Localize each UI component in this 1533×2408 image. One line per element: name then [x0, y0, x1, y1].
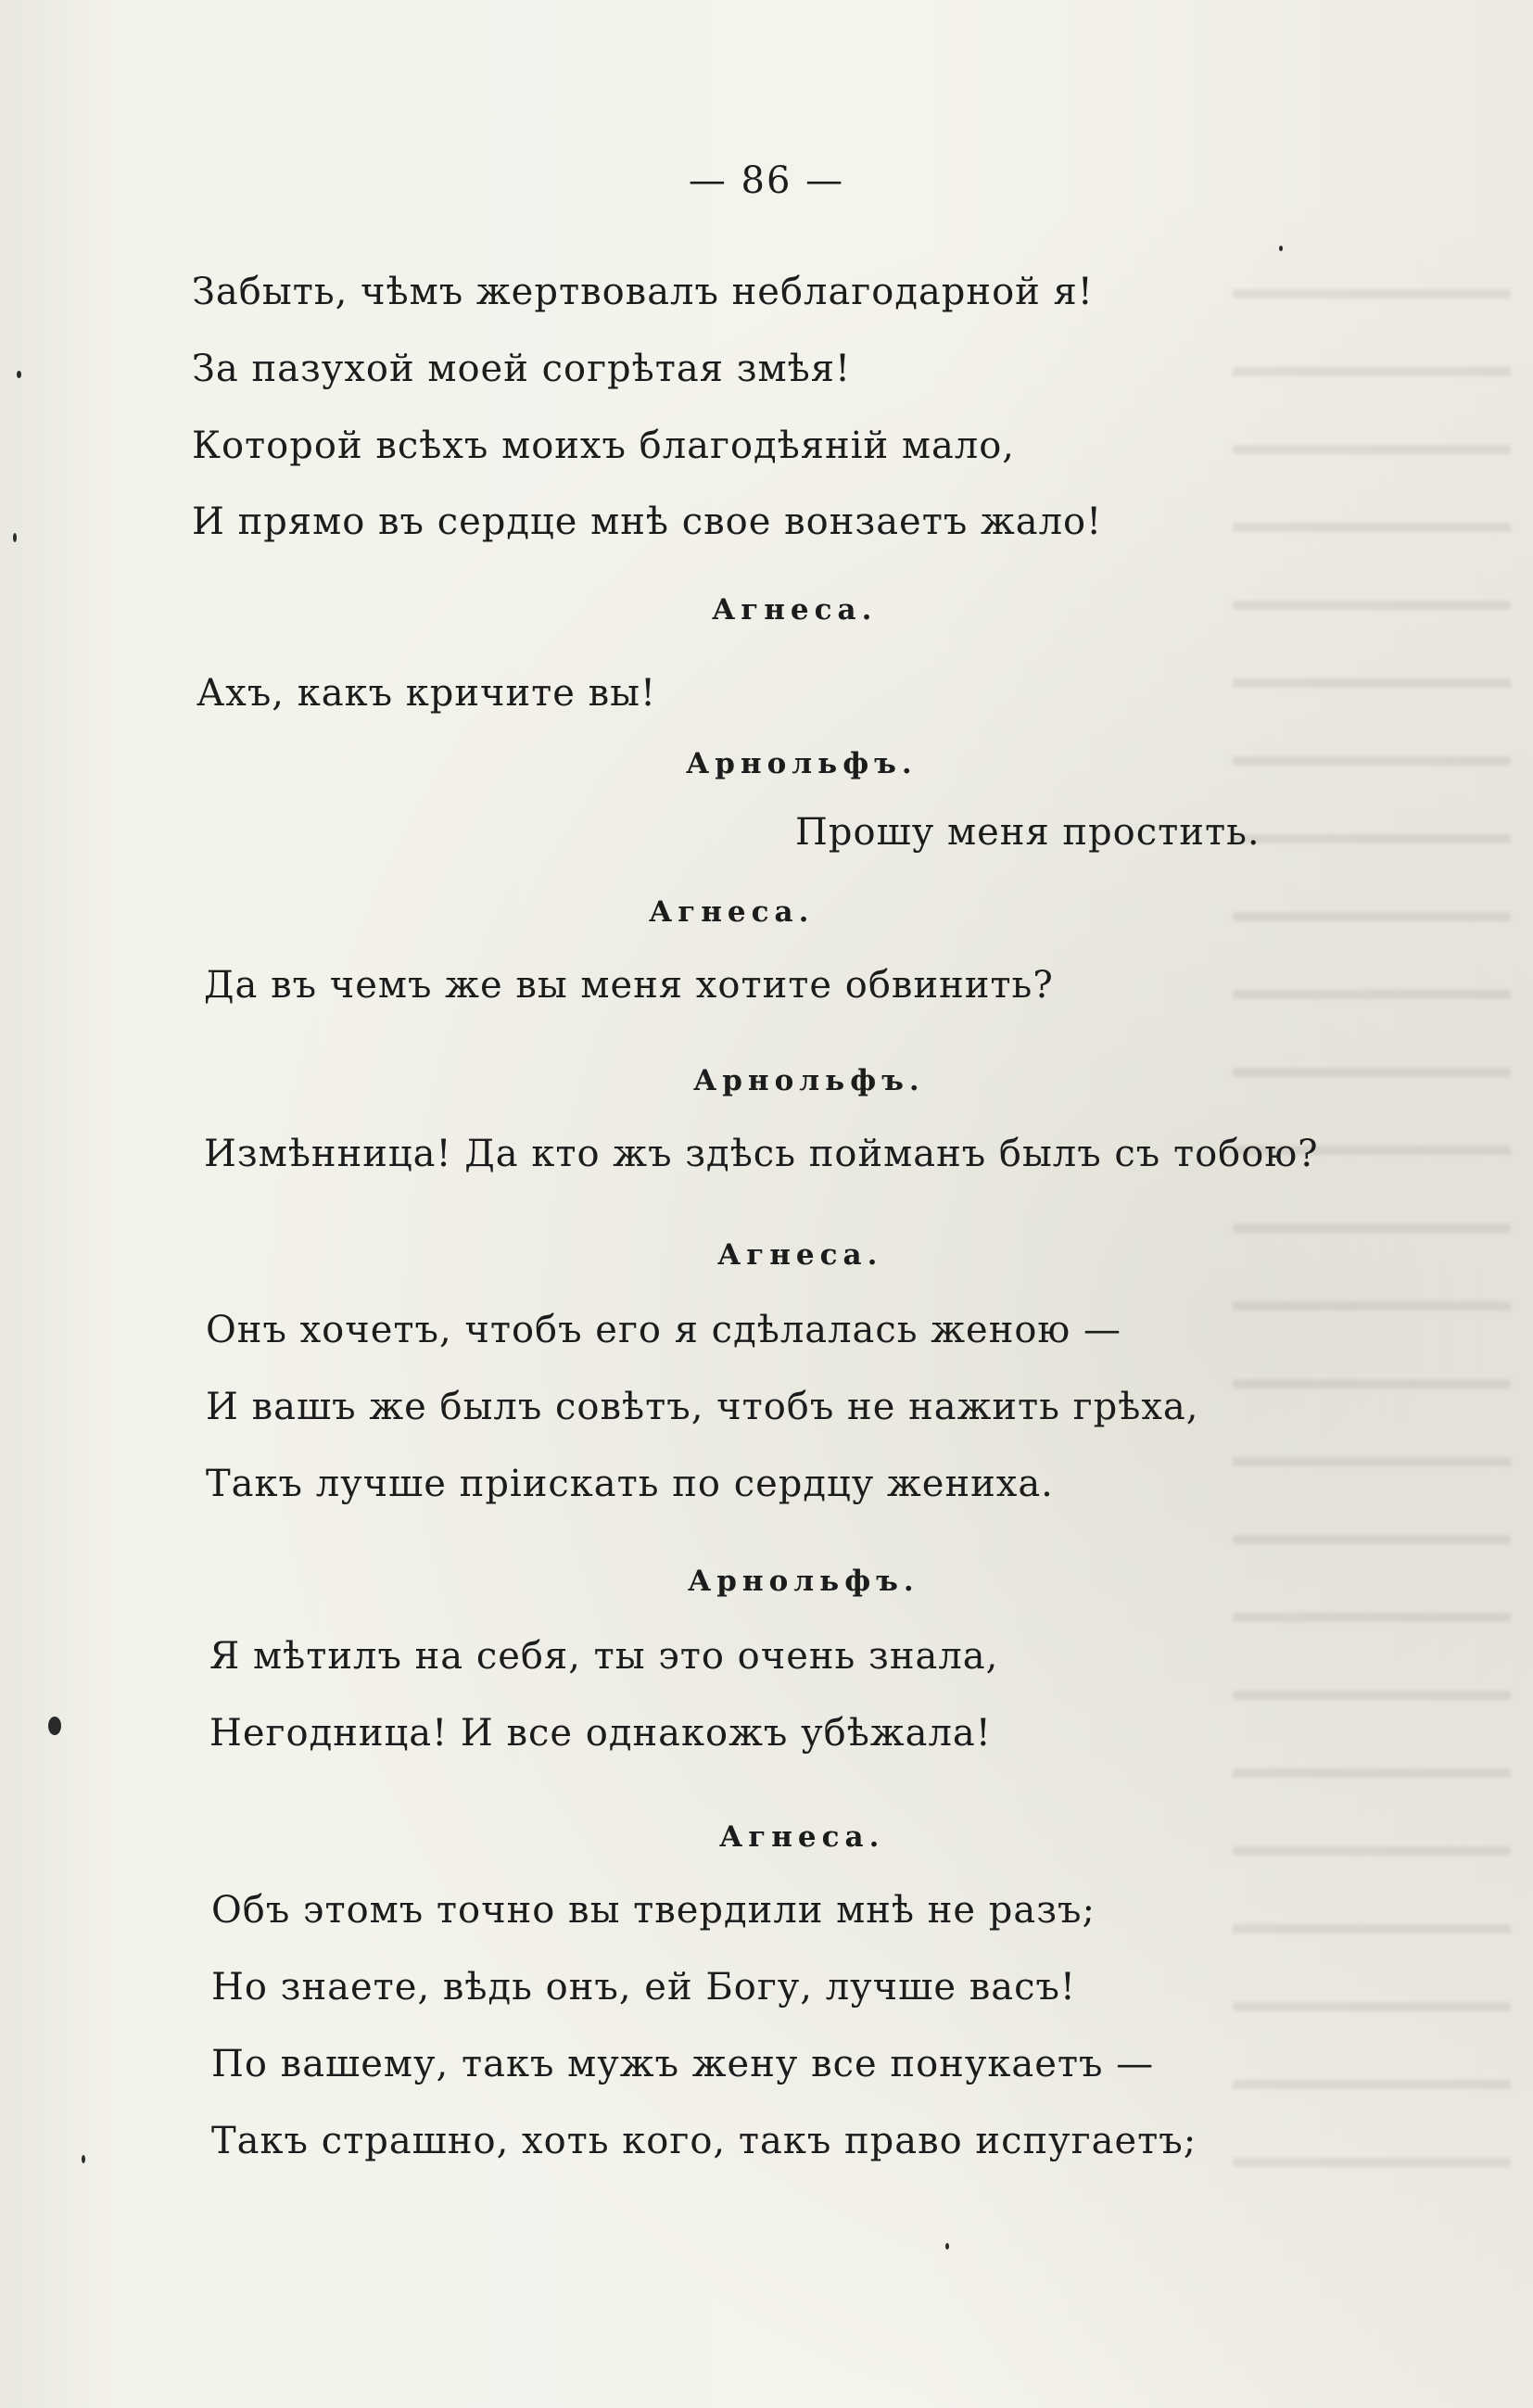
verse-line: Которой всѣхъ моихъ благодѣяній мало,	[192, 425, 1016, 467]
verse-line: Объ этомъ точно вы твердили мнѣ не разъ;	[211, 1889, 1096, 1932]
speaker-name: Агнеса.	[649, 895, 815, 929]
show-through-text	[1233, 241, 1511, 2234]
verse-line: За пазухой моей согрѣтая змѣя!	[192, 348, 852, 390]
verse-line: И вашъ же былъ совѣтъ, чтобъ не нажить грѣха,	[206, 1386, 1199, 1428]
verse-line: Такъ страшно, хоть кого, такъ право испугаетъ;	[211, 2120, 1197, 2162]
verse-line: Онъ хочетъ, чтобъ его я сдѣлалась женою —	[206, 1309, 1121, 1351]
speaker-name: Арнольфъ.	[686, 747, 918, 780]
speaker-name: Агнеса.	[717, 1238, 883, 1272]
verse-line: Прошу меня простить.	[795, 811, 1261, 854]
verse-line: Негодница! И все однакожъ убѣжала!	[209, 1712, 992, 1755]
verse-line: По вашему, такъ мужъ жену все понукаетъ —	[211, 2043, 1155, 2085]
verse-line: Я мѣтилъ на себя, ты это очень знала,	[209, 1635, 999, 1678]
ink-spot	[82, 2155, 85, 2163]
ink-spot	[48, 1717, 61, 1735]
verse-line: Ахъ, какъ кричите вы!	[196, 672, 657, 715]
speaker-name: Агнеса.	[712, 593, 878, 627]
ink-spot	[13, 533, 17, 542]
verse-line: Измѣнница! Да кто жъ здѣсь пойманъ былъ съ тобою?	[204, 1133, 1319, 1175]
ink-spot	[945, 2243, 949, 2250]
verse-line: Да въ чемъ же вы меня хотите обвинить?	[204, 964, 1054, 1007]
verse-line: Такъ лучше пріискать по сердцу жениха.	[206, 1463, 1054, 1505]
ink-spot	[1279, 246, 1283, 251]
speaker-name: Агнеса.	[719, 1820, 885, 1854]
verse-line: Но знаете, вѣдь онъ, ей Богу, лучше васъ!	[211, 1966, 1076, 2009]
verse-line: Забыть, чѣмъ жертвовалъ неблагодарной я!	[192, 271, 1094, 313]
speaker-name: Арнольфъ.	[688, 1565, 919, 1598]
ink-spot	[17, 371, 21, 378]
speaker-name: Арнольфъ.	[693, 1064, 925, 1097]
verse-line: И прямо въ сердце мнѣ свое вонзаетъ жало!	[192, 501, 1103, 543]
page-number: — 86 —	[688, 159, 845, 202]
